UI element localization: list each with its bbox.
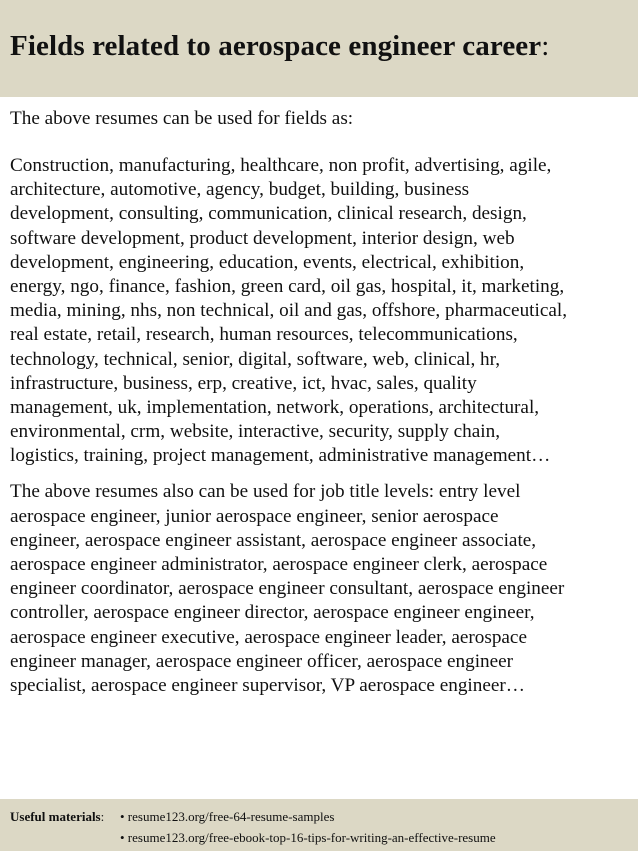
fields-paragraph [10, 154, 632, 468]
fields-line: architecture, automotive, agency, budget, building, business [10, 179, 470, 201]
fields-line: infrastructure, business, erp, creative, ict, hvac, sales, quality [10, 372, 477, 394]
fields-line: energy, ngo, finance, fashion, green card, oil gas, hospital, it, marketing, [10, 275, 565, 297]
job-levels-line: aerospace engineer administrator, aerospace engineer clerk, aerospace [10, 554, 548, 575]
job-levels-line: engineer, aerospace engineer assistant, aerospace engineer associate, [10, 529, 537, 551]
useful-materials-footer [0, 799, 638, 851]
fields-line: development, consulting, communication, clinical research, design, [10, 203, 527, 225]
main-content [10, 107, 632, 698]
footer-row [0, 827, 638, 848]
job-levels-paragraph [10, 480, 632, 698]
fields-line: technology, technical, senior, digital, software, web, clinical, hr, [10, 348, 501, 370]
job-levels-line: The above resumes also can be used for job title levels: entry level [10, 481, 521, 503]
fields-line: media, mining, nhs, non technical, oil and gas, offshore, pharmaceutical, [10, 300, 567, 322]
fields-line: development, engineering, education, events, electrical, exhibition, [10, 251, 525, 273]
job-levels-line: controller, aerospace engineer director, aerospace engineer engineer, [10, 602, 535, 624]
useful-materials-label-colon: : [100, 809, 105, 824]
useful-materials-label [10, 806, 104, 827]
resume-tips-ebook-link[interactable]: • resume123.org/free-ebook-top-16-tips-for-writing-an-effective-resume [120, 830, 496, 845]
page-title-colon: : [541, 30, 550, 62]
page-title-text: Fields related to aerospace engineer career [10, 30, 542, 62]
resume-samples-link[interactable]: • resume123.org/free-64-resume-samples [120, 809, 335, 824]
title-banner [0, 0, 638, 97]
fields-line: logistics, training, project management, administrative management… [10, 445, 551, 467]
intro-sentence: The above resumes can be used for fields as: [10, 108, 354, 129]
job-levels-line: aerospace engineer executive, aerospace engineer leader, aerospace [10, 626, 527, 648]
fields-line: Construction, manufacturing, healthcare, non profit, advertising, agile, [10, 155, 552, 176]
job-levels-line: specialist, aerospace engineer supervisor, VP aerospace engineer… [10, 674, 525, 696]
job-levels-line: engineer manager, aerospace engineer officer, aerospace engineer [10, 650, 514, 672]
fields-line: environmental, crm, website, interactive, security, supply chain, [10, 421, 501, 443]
useful-materials-label-text: Useful materials [10, 809, 101, 824]
fields-line: software development, product development, interior design, web [10, 227, 515, 249]
fields-line: real estate, retail, research, human resources, telecommunications, [10, 324, 518, 346]
footer-row [0, 806, 638, 827]
job-levels-line: aerospace engineer, junior aerospace engineer, senior aerospace [10, 505, 499, 527]
page-title [10, 28, 638, 64]
job-levels-line: engineer coordinator, aerospace engineer consultant, aerospace engineer [10, 578, 565, 600]
fields-line: management, uk, implementation, network, operations, architectural, [10, 396, 540, 418]
